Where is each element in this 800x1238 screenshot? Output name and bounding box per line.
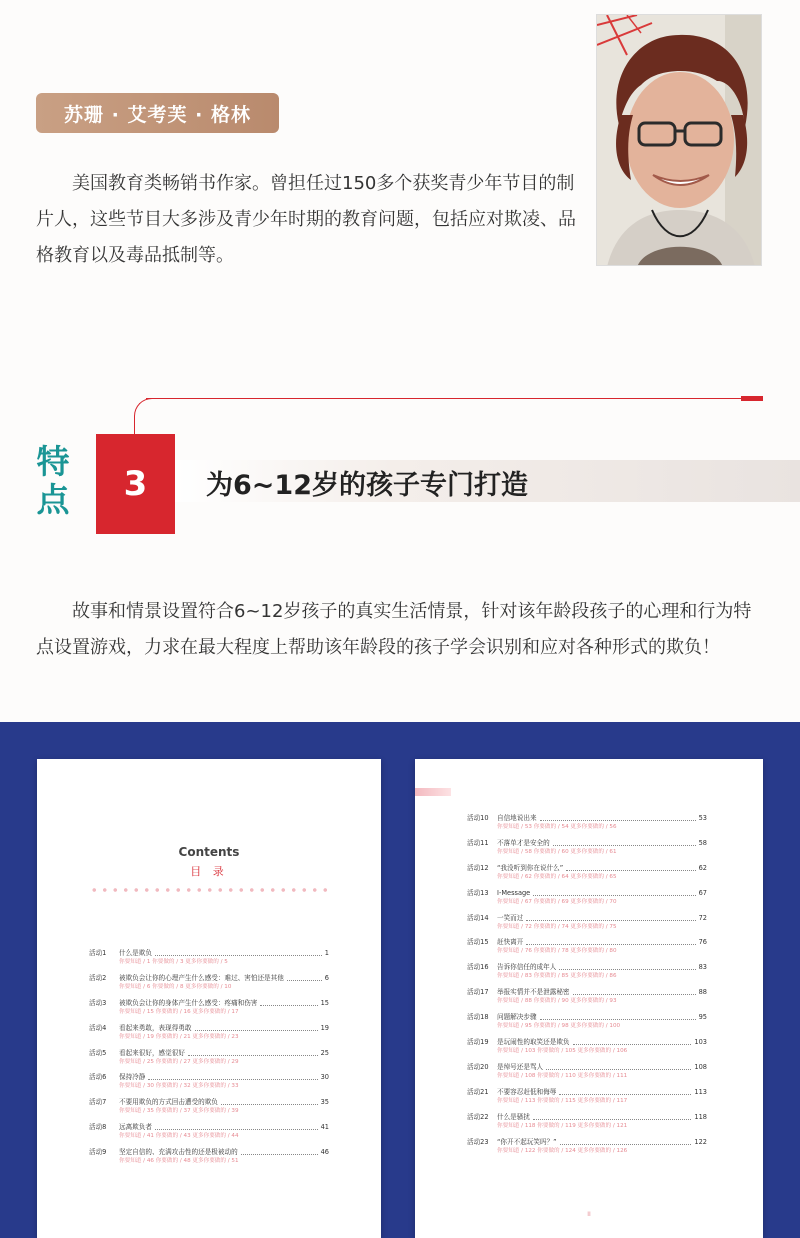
toc-item-subsections: 你要知道 / 62 你要做的 / 64 更多你要做的 / 65: [497, 873, 617, 880]
toc-item-subsections: 你要知道 / 53 你要做的 / 54 更多你要做的 / 56: [497, 824, 617, 830]
toc-item-main: [89, 949, 329, 958]
toc-dot-leader: [540, 1013, 696, 1020]
toc-item-main: [89, 974, 329, 983]
toc-item-main: [89, 1148, 329, 1157]
toc-item-main: [467, 864, 707, 873]
toc-activity-title: 被欺负会让你的心理产生什么感受：难过、害怕还是其他: [119, 973, 284, 982]
toc-page-number: 67: [698, 888, 707, 897]
toc-dot-leader: [566, 864, 695, 871]
toc-activity-number: 活动21: [467, 1087, 489, 1096]
toc-dot-leader: [573, 1038, 692, 1045]
toc-item: [89, 1123, 329, 1148]
toc-activity-number: 活动11: [467, 838, 489, 847]
toc-activity-title: 保持冷静: [119, 1073, 146, 1082]
toc-dot-leader: [287, 974, 322, 981]
toc-dot-leader: [526, 914, 695, 921]
toc-item-main: [467, 1138, 707, 1147]
toc-page-number: 15: [320, 998, 329, 1007]
toc-item-subsections: 你要知道 / 6 你要做的 / 8 更多你要做的 / 10: [119, 983, 232, 990]
toc-activity-title: 一笑而过: [497, 913, 524, 922]
toc-item: [89, 999, 329, 1024]
toc-item-subsections: 你要知道 / 76 你要做的 / 78 更多你要做的 / 80: [497, 948, 617, 955]
contents-title-cn: 目 录: [190, 865, 228, 878]
toc-page-number: 76: [698, 938, 707, 947]
toc-item-subsections: 你要知道 / 41 你要做的 / 43 更多你要做的 / 44: [119, 1133, 239, 1140]
toc-item-subsections: 你要知道 / 88 你要做的 / 90 更多你要做的 / 93: [497, 998, 617, 1005]
toc-activity-title: 不要容忍赶低和侮辱: [497, 1087, 557, 1096]
toc-item-main: [467, 839, 707, 848]
toc-activity-number: 活动16: [467, 963, 489, 972]
toc-item-subsections: 你要知道 / 103 你要做的 / 105 更多你要做的 / 106: [497, 1048, 628, 1055]
toc-item-main: [89, 1024, 329, 1033]
toc-page-number: 108: [694, 1062, 707, 1071]
toc-item: [89, 1148, 329, 1173]
toc-activity-title: 告诉你信任的成年人: [497, 963, 557, 972]
toc-item-main: [89, 1098, 329, 1107]
toc-activity-number: 活动20: [467, 1062, 489, 1071]
toc-activity-number: 活动9: [89, 1148, 107, 1157]
toc-activity-number: 活动18: [467, 1013, 489, 1022]
toc-page-number: 53: [698, 814, 707, 822]
toc-dot-leader: [221, 1098, 318, 1105]
toc-item: [467, 938, 707, 963]
author-photo: [596, 14, 762, 266]
toc-item-main: [89, 1073, 329, 1082]
toc-dot-leader: [526, 938, 695, 945]
toc-activity-title: 不落单才是安全的: [497, 838, 550, 847]
toc-dot-leader: [148, 1073, 317, 1080]
toc-page-number: 118: [694, 1112, 707, 1121]
toc-dot-leader: [553, 839, 696, 846]
toc-page-number: 83: [698, 963, 707, 972]
toc-item-main: [467, 1038, 707, 1047]
toc-item: [467, 889, 707, 914]
toc-item: [467, 988, 707, 1013]
toc-dot-leader: [540, 814, 696, 821]
toc-activity-number: 活动13: [467, 888, 489, 897]
author-name: 苏珊 · 艾考芙 · 格林: [64, 103, 251, 126]
toc-activity-number: 活动10: [467, 814, 489, 822]
toc-activity-number: 活动22: [467, 1112, 489, 1121]
decorative-red-line: [146, 398, 741, 399]
toc-page-number: 122: [694, 1137, 707, 1146]
decorative-red-line-cap: [741, 396, 763, 401]
toc-item: [467, 914, 707, 939]
toc-item-subsections: 你要知道 / 58 你要做的 / 60 更多你要做的 / 61: [497, 848, 617, 855]
toc-item-subsections: 你要知道 / 15 你要做的 / 16 更多你要做的 / 17: [119, 1008, 239, 1015]
toc-list-left: [89, 949, 329, 1173]
toc-dot-leader: [155, 949, 322, 956]
toc-activity-number: 活动14: [467, 913, 489, 922]
toc-dot-leader: [559, 1088, 691, 1095]
toc-item: [467, 1138, 707, 1163]
toc-activity-title: I-Message: [497, 888, 531, 897]
toc-activity-number: 活动15: [467, 938, 489, 947]
toc-activity-number: 活动3: [89, 998, 107, 1007]
toc-activity-title: 被欺负会让你的身体产生什么感受：疼痛和伤害: [119, 998, 258, 1007]
toc-dot-leader: [559, 963, 695, 970]
toc-activity-title: 远离欺负者: [119, 1123, 152, 1132]
toc-item-subsections: 你要知道 / 113 你要做的 / 115 更多你要做的 / 117: [497, 1097, 628, 1104]
toc-item-subsections: 你要知道 / 83 你要做的 / 85 更多你要做的 / 86: [497, 973, 617, 980]
toc-activity-number: 活动19: [467, 1038, 489, 1047]
toc-activity-title: 是玩闹性的取笑还是欺负: [497, 1038, 570, 1047]
feature-description: 故事和情景设置符合6~12岁孩子的真实生活情景，针对该年龄段孩子的心理和行为特点设置游戏，力求在最大程度上帮助该年龄段的孩子学会识别和应对各种形式的欺负！: [36, 601, 752, 658]
contents-title-en: Contents: [178, 845, 240, 859]
toc-item: [467, 864, 707, 889]
toc-activity-number: 活动23: [467, 1137, 489, 1146]
toc-page-number: 30: [320, 1073, 329, 1082]
toc-dot-leader: [560, 1138, 692, 1145]
toc-activity-number: 活动4: [89, 1023, 107, 1032]
toc-page-number: 72: [698, 913, 707, 922]
toc-item: [467, 839, 707, 864]
feature-number-badge: 3: [96, 434, 175, 534]
toc-item-main: [467, 1063, 707, 1072]
page-number: II: [587, 1211, 591, 1218]
toc-item-subsections: 你要知道 / 118 你要做的 / 119 更多你要做的 / 121: [497, 1122, 628, 1129]
toc-page-right: [415, 759, 763, 1238]
toc-item-subsections: 你要知道 / 67 你要做的 / 69 更多你要做的 / 70: [497, 898, 617, 905]
toc-activity-number: 活动1: [89, 949, 107, 957]
toc-item-subsections: 你要知道 / 95 你要做的 / 98 更多你要做的 / 100: [497, 1023, 621, 1030]
toc-item-subsections: 你要知道 / 19 你要做的 / 21 更多你要做的 / 23: [119, 1033, 239, 1040]
toc-page-number: 6: [324, 973, 329, 982]
toc-list-right: [467, 814, 707, 1162]
toc-activity-title: “我没听到你在说什么”: [497, 863, 564, 872]
feature-label: 特点: [36, 442, 70, 519]
author-portrait-image: [597, 15, 762, 266]
toc-item: [89, 1098, 329, 1123]
toc-item-main: [467, 963, 707, 972]
toc-item-main: [467, 814, 707, 823]
toc-item-main: [467, 1088, 707, 1097]
toc-item-subsections: 你要知道 / 35 你要做的 / 37 更多你要做的 / 39: [119, 1108, 239, 1115]
toc-activity-title: 自信地说出来: [497, 814, 537, 822]
toc-item: [89, 1073, 329, 1098]
decorative-red-arc: [134, 398, 160, 434]
toc-item-subsections: 你要知道 / 25 你要做的 / 27 更多你要做的 / 29: [119, 1058, 239, 1065]
toc-item-subsections: 你要知道 / 108 你要做的 / 110 更多你要做的 / 111: [497, 1072, 628, 1079]
toc-dot-leader: [533, 889, 695, 896]
toc-page-number: 103: [694, 1038, 707, 1047]
toc-item-subsections: 你要知道 / 72 你要做的 / 74 更多你要做的 / 75: [497, 923, 617, 930]
toc-activity-number: 活动5: [89, 1048, 107, 1057]
toc-dot-leader: [241, 1148, 318, 1155]
toc-activity-title: 什么是骚扰: [497, 1112, 530, 1121]
toc-activity-title: 看起来勇敢，表现得勇敢: [119, 1023, 192, 1032]
toc-activity-title: 问题解决步骤: [497, 1013, 537, 1022]
toc-activity-number: 活动7: [89, 1098, 107, 1107]
toc-item-main: [89, 1123, 329, 1132]
toc-item-main: [467, 1013, 707, 1022]
toc-item: [467, 1063, 707, 1088]
toc-item: [467, 963, 707, 988]
toc-item-main: [89, 1049, 329, 1058]
decorative-dot-row: [89, 887, 329, 893]
toc-activity-title: 举报实情并不是泄露秘密: [497, 988, 570, 997]
toc-item-main: [467, 938, 707, 947]
toc-item-main: [467, 988, 707, 997]
toc-activity-number: 活动8: [89, 1123, 107, 1132]
toc-activity-title: 不要用欺负的方式回击遭受的欺负: [119, 1098, 218, 1107]
toc-item-main: [467, 889, 707, 898]
toc-item: [467, 1088, 707, 1113]
toc-item-subsections: 你要知道 / 46 你要做的 / 48 更多你要做的 / 51: [119, 1158, 239, 1165]
toc-item-main: [467, 914, 707, 923]
toc-item-subsections: 你要知道 / 122 你要做的 / 124 更多你要做的 / 126: [497, 1147, 628, 1154]
toc-activity-title: 是绰号还是骂人: [497, 1062, 544, 1071]
toc-activity-title: 什么是欺负: [119, 949, 152, 957]
toc-page-number: 95: [698, 1013, 707, 1022]
toc-page-number: 113: [694, 1087, 707, 1096]
toc-activity-title: 看起来很好，感觉很好: [119, 1048, 185, 1057]
toc-page-number: 41: [320, 1123, 329, 1132]
toc-page-number: 46: [320, 1148, 329, 1157]
toc-dot-leader: [195, 1024, 318, 1031]
toc-item-subsections: 你要知道 / 30 你要做的 / 32 更多你要做的 / 33: [119, 1083, 239, 1090]
toc-activity-number: 活动6: [89, 1073, 107, 1082]
toc-item: [467, 814, 707, 839]
toc-item: [467, 1113, 707, 1138]
toc-activity-title: “你开不起玩笑吗？”: [497, 1137, 557, 1146]
toc-activity-title: 坚定自信的、充满攻击性的还是极被动的: [119, 1148, 238, 1157]
toc-page-number: 88: [698, 988, 707, 997]
toc-dot-leader: [155, 1123, 318, 1130]
toc-item: [467, 1013, 707, 1038]
toc-dot-leader: [188, 1049, 318, 1056]
toc-page-number: 62: [698, 863, 707, 872]
page-header-bar: [415, 788, 451, 796]
toc-item: [89, 949, 329, 974]
toc-page-number: 25: [320, 1048, 329, 1057]
toc-dot-leader: [260, 999, 317, 1006]
toc-activity-number: 活动17: [467, 988, 489, 997]
toc-page-number: 1: [324, 949, 329, 957]
toc-dot-leader: [533, 1113, 691, 1120]
toc-activity-number: 活动12: [467, 863, 489, 872]
toc-page-number: 58: [698, 838, 707, 847]
toc-page-left: [37, 759, 381, 1238]
toc-item: [89, 1024, 329, 1049]
toc-item: [89, 1049, 329, 1074]
feature-title: 为6~12岁的孩子专门打造: [206, 470, 528, 501]
toc-item: [467, 1038, 707, 1063]
toc-activity-number: 活动2: [89, 973, 107, 982]
toc-dot-leader: [546, 1063, 691, 1070]
author-bio: 美国教育类畅销书作家。曾担任过150多个获奖青少年节目的制片人，这些节目大多涉及青少年时期的教育问题，包括应对欺凌、品格教育以及毒品抵制等。: [36, 173, 576, 266]
toc-item-main: [89, 999, 329, 1008]
author-name-tag: [36, 93, 279, 133]
toc-page-number: 35: [320, 1098, 329, 1107]
toc-item-main: [467, 1113, 707, 1122]
toc-item: [89, 974, 329, 999]
toc-dot-leader: [573, 988, 696, 995]
toc-page-number: 19: [320, 1023, 329, 1032]
toc-item-subsections: 你要知道 / 1 你要做的 / 3 更多你要做的 / 5: [119, 959, 228, 965]
toc-activity-title: 赶快离开: [497, 938, 524, 947]
